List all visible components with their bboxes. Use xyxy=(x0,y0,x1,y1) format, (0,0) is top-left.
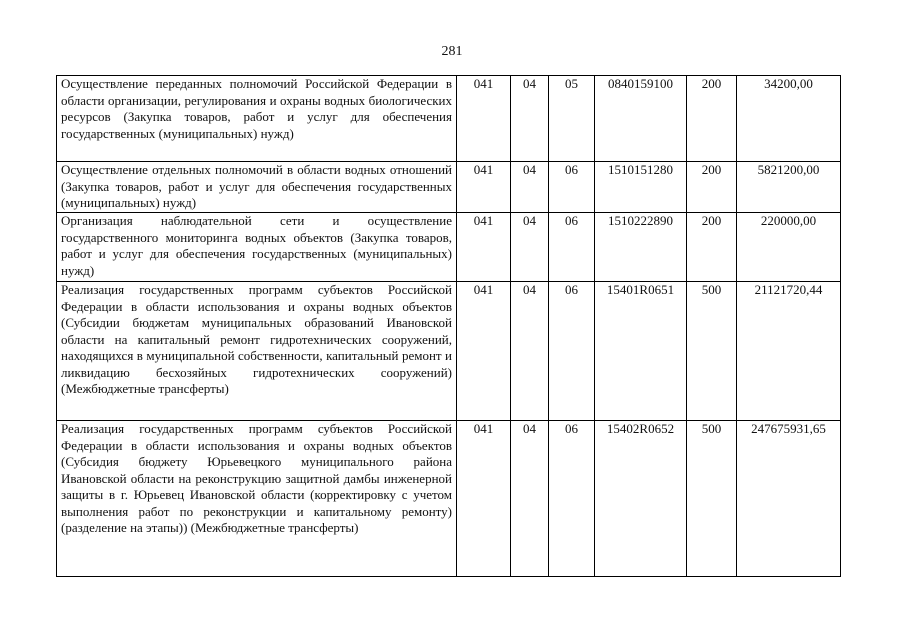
row-ministry-code: 041 xyxy=(457,421,511,577)
row-target-article: 15401R0651 xyxy=(595,282,687,421)
row-ministry-code: 041 xyxy=(457,76,511,162)
row-subsection-code: 05 xyxy=(549,76,595,162)
row-target-article: 0840159100 xyxy=(595,76,687,162)
table-row xyxy=(57,76,841,162)
row-target-article: 1510222890 xyxy=(595,213,687,282)
table-row xyxy=(57,162,841,213)
row-section-code: 04 xyxy=(511,76,549,162)
table-row xyxy=(57,282,841,421)
row-section-code: 04 xyxy=(511,282,549,421)
row-description: Реализация государственных программ субъектов Российской Федерации в области использования и охраны водных объектов (Субсидии бюджетам муниципальных образований Ивановской области на капитальный ремонт гидротехнических сооружений, находящихся в муниципальной собственности, капитальный ремонт и ликвидацию бесхозяйных гидротехнических сооружений) (Межбюджетные трансферты) xyxy=(57,282,457,421)
page-number: 281 xyxy=(441,44,463,59)
row-description: Организация наблюдательной сети и осуществление государственного мониторинга водных объектов (Закупка товаров, работ и услуг для обеспечения государственных (муниципальных) нужд) xyxy=(57,213,457,282)
row-amount: 34200,00 xyxy=(737,76,841,162)
budget-table xyxy=(56,75,841,577)
row-expense-type: 200 xyxy=(687,162,737,213)
row-description: Реализация государственных программ субъектов Российской Федерации в области использования и охраны водных объектов (Субсидия бюджету Юрьевецкого муниципального района Ивановской области на реконструкцию защитной дамбы инженерной защиты в г. Юрьевец Ивановской области (корректировку с учетом выполнения работ по реконструкции и капитальному ремонту) (разделение на этапы)) (Межбюджетные трансферты) xyxy=(57,421,457,577)
row-expense-type: 500 xyxy=(687,421,737,577)
row-description: Осуществление переданных полномочий Российской Федерации в области организации, регулирования и охраны водных биологических ресурсов (Закупка товаров, работ и услуг для обеспечения государственных (муниципальных) нужд) xyxy=(57,76,457,162)
row-section-code: 04 xyxy=(511,162,549,213)
table-row xyxy=(57,213,841,282)
row-ministry-code: 041 xyxy=(457,162,511,213)
table-row xyxy=(57,421,841,577)
row-subsection-code: 06 xyxy=(549,213,595,282)
row-ministry-code: 041 xyxy=(457,213,511,282)
row-target-article: 1510151280 xyxy=(595,162,687,213)
row-section-code: 04 xyxy=(511,213,549,282)
row-expense-type: 500 xyxy=(687,282,737,421)
row-section-code: 04 xyxy=(511,421,549,577)
row-amount: 5821200,00 xyxy=(737,162,841,213)
row-target-article: 15402R0652 xyxy=(595,421,687,577)
row-expense-type: 200 xyxy=(687,76,737,162)
row-subsection-code: 06 xyxy=(549,421,595,577)
row-subsection-code: 06 xyxy=(549,282,595,421)
row-description: Осуществление отдельных полномочий в области водных отношений (Закупка товаров, работ и услуг для обеспечения государственных (муниципальных) нужд) xyxy=(57,162,457,213)
row-amount: 21121720,44 xyxy=(737,282,841,421)
row-expense-type: 200 xyxy=(687,213,737,282)
row-ministry-code: 041 xyxy=(457,282,511,421)
row-amount: 220000,00 xyxy=(737,213,841,282)
row-subsection-code: 06 xyxy=(549,162,595,213)
row-amount: 247675931,65 xyxy=(737,421,841,577)
